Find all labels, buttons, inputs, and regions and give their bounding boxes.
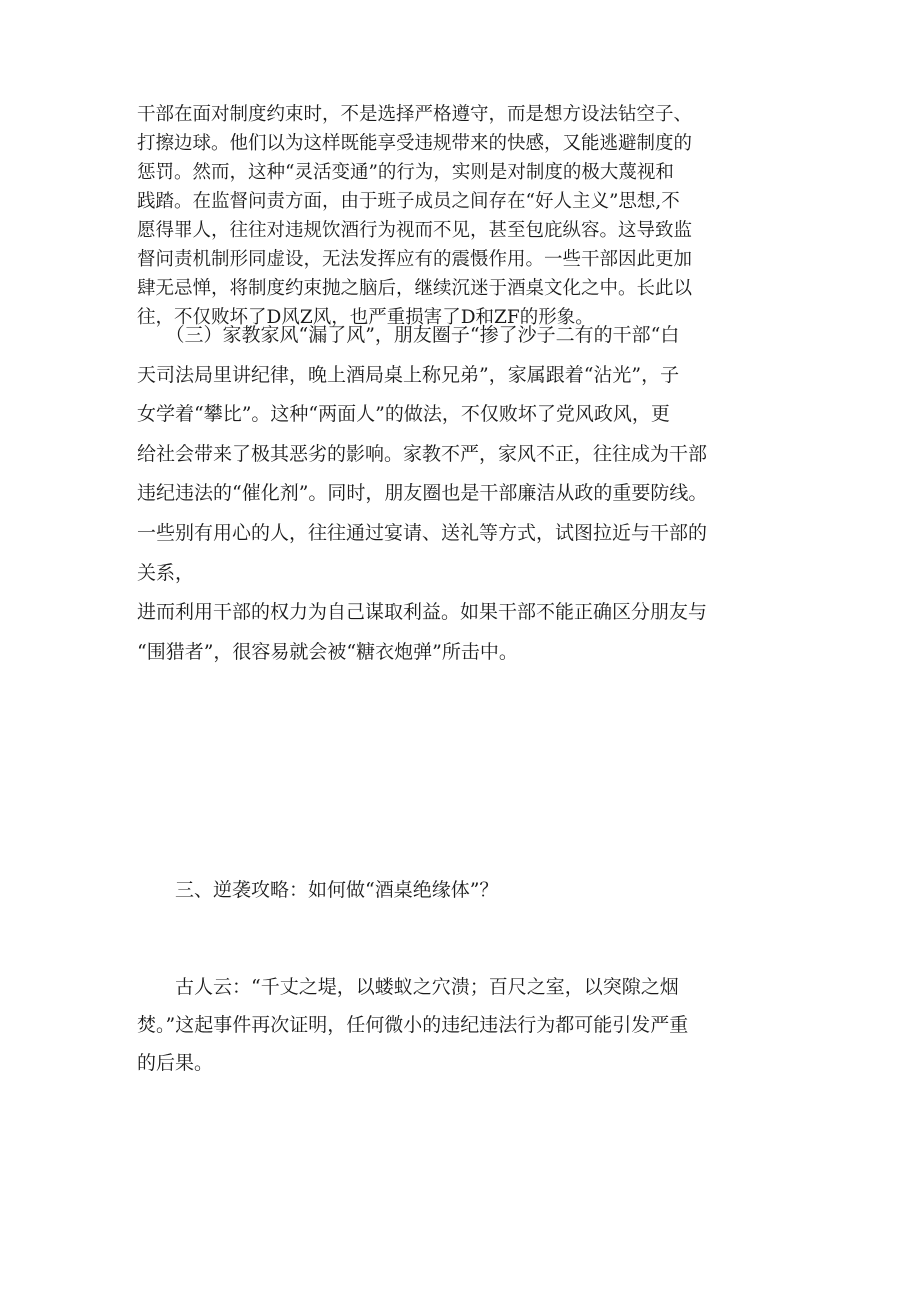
text-line: 焚。”这起事件再次证明，任何微小的违纪违法行为都可能引发严重 (137, 1014, 689, 1036)
text-line: 愿得罪人，往往对违规饮酒行为视而不见，甚至包庇纵容。这导致监 (137, 220, 693, 241)
paragraph-institutional-violations (137, 100, 787, 332)
text-line: 打擦边球。他们以为这样既能享受违规带来的快感，又能逃避制度的 (137, 133, 693, 154)
text-line: “围猎者”，很容易就会被“糖衣炮弹”所击中。 (137, 640, 518, 663)
text-line: 惩罚。然而，这种“灵活变通”的行为，实则是对制度的极大蔑视和 (137, 162, 674, 183)
text-line: 进而利用干部的权力为自己谋取利益。如果干部不能正确区分朋友与 (137, 601, 708, 624)
paragraph-ancient-saying (137, 968, 787, 1082)
text-line: 肆无忌惮，将制度约束抛之脑后，继续沉迷于酒桌文化之中。长此以 (137, 278, 693, 299)
text-line: （三）家教家风“漏了风”，朋友圈子“掺了沙子二有的干部“白 (137, 324, 680, 346)
text-line: 一些别有用心的人，往往通过宴请、送礼等方式，试图拉近与干部的 (137, 521, 708, 544)
paragraph-family-friends (137, 316, 787, 672)
text-line: 给社会带来了极其恶劣的影响。家教不严，家风不正，往往成为干部 (137, 442, 708, 465)
text-line: 违纪违法的“催化剂”。同时，朋友圈也是干部廉洁从政的重要防线。 (137, 482, 708, 505)
text-line: 干部在面对制度约束时，不是选择严格遵守，而是想方设法钻空子、 (137, 104, 693, 125)
text-line: 天司法局里讲纪律，晚上酒局桌上称兄弟”，家属跟着“沾光”，子 (137, 363, 680, 386)
section-heading-text: 三、逆袭攻略：如何做“酒桌绝缘体”？ (137, 879, 499, 901)
text-line: 践踏。在监督问责方面，由于班子成员之间存在“好人主义”思想,不 (137, 191, 680, 212)
text-line: 古人云：“千丈之堤，以蝼蚁之穴溃；百尺之室，以突隙之烟 (137, 976, 679, 998)
text-line: 往，不仅败坏了D风Z风，也严重损害了D和ZF的形象。 (137, 307, 594, 328)
text-line: 督问责机制形同虚设，无法发挥应有的震慑作用。一些干部因此更加 (137, 249, 693, 270)
text-line: 关系， (137, 561, 195, 584)
text-line: 的后果。 (137, 1052, 214, 1074)
text-line: 女学着“攀比”。这种“两面人”的做法，不仅败坏了党风政风，更 (137, 403, 670, 426)
section-heading (137, 876, 787, 904)
